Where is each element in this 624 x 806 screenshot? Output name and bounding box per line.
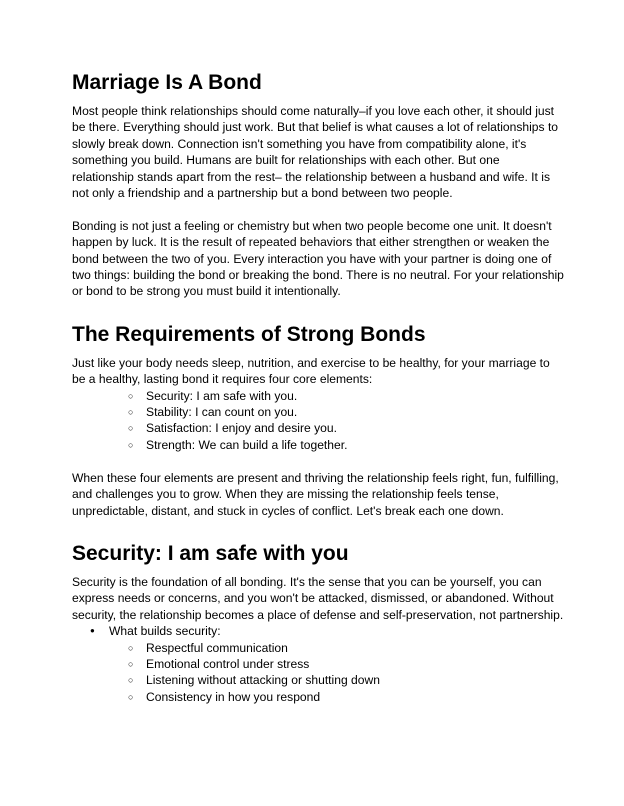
paragraph-intro: Most people think relationships should come naturally–if you love each other, it should just be there. Everything should just work. But that belief is what causes a lot of relationships to slowly break down. Connection isn't something you have from compatibility alone, it's something you build. Humans are built for relationships with each other. But one relationship stands apart from the rest– the relationship between a husband and wife. It is not only a friendship and a partnership but a bond between two people.: [72, 104, 559, 201]
list-item: ○ Strength: We can build a life together.: [72, 437, 564, 453]
section-heading-requirements: The Requirements of Strong Bonds: [72, 322, 426, 346]
list-item: ○ Consistency in how you respond: [72, 689, 564, 705]
spacer: [72, 453, 564, 469]
list-item: ○ Satisfaction: I enjoy and desire you.: [72, 420, 564, 436]
list-item: ○ Listening without attacking or shutting down: [72, 672, 564, 688]
paragraph-bonding: Bonding is not just a feeling or chemistry but when two people become one unit. It doesn't happen by luck. It is the result of repeated behaviors that either strengthen or weaken the bond between the two of you. Every interaction you have with your partner is doing one of two things: building the bond or breaking the bond. There is no neutral. For your relationship or bond to be strong you must build it intentionally.: [72, 218, 564, 299]
section-heading-marriage-bond: Marriage Is A Bond: [72, 71, 262, 94]
paragraph-requirements-closing: When these four elements are present and thriving the relationship feels right, fun, fulfilling, and challenges you to grow. When they are missing the relationship feels tense, unpredictable, distant, and stuck in cycles of conflict. Let's break each one down.: [72, 470, 559, 518]
spacer: [72, 201, 564, 217]
list-item: ○ Security: I am safe with you.: [72, 388, 564, 404]
list-item: ○ Emotional control under stress: [72, 656, 564, 672]
list-item: ○ Respectful communication: [72, 640, 564, 656]
security-bullet-list: [72, 623, 564, 639]
section-heading-security: Security: I am safe with you: [72, 541, 349, 565]
list-item: ● What builds security:: [72, 623, 564, 639]
paragraph-security-intro: Security is the foundation of all bonding. It's the sense that you can be yourself, you can express needs or concerns, and you won't be attacked, dismissed, or abandoned. Without security, the relationship becomes a place of defense and self-preservation, not partnership.: [72, 574, 564, 622]
spacer: [72, 519, 564, 541]
spacer: [72, 300, 564, 322]
list-item: ○ Stability: I can count on you.: [72, 404, 564, 420]
security-builders-list: [72, 640, 564, 706]
core-elements-list: [72, 388, 564, 454]
paragraph-requirements-intro: Just like your body needs sleep, nutrition, and exercise to be healthy, for your marriage to be a healthy, lasting bond it requires four core elements:: [72, 355, 550, 387]
